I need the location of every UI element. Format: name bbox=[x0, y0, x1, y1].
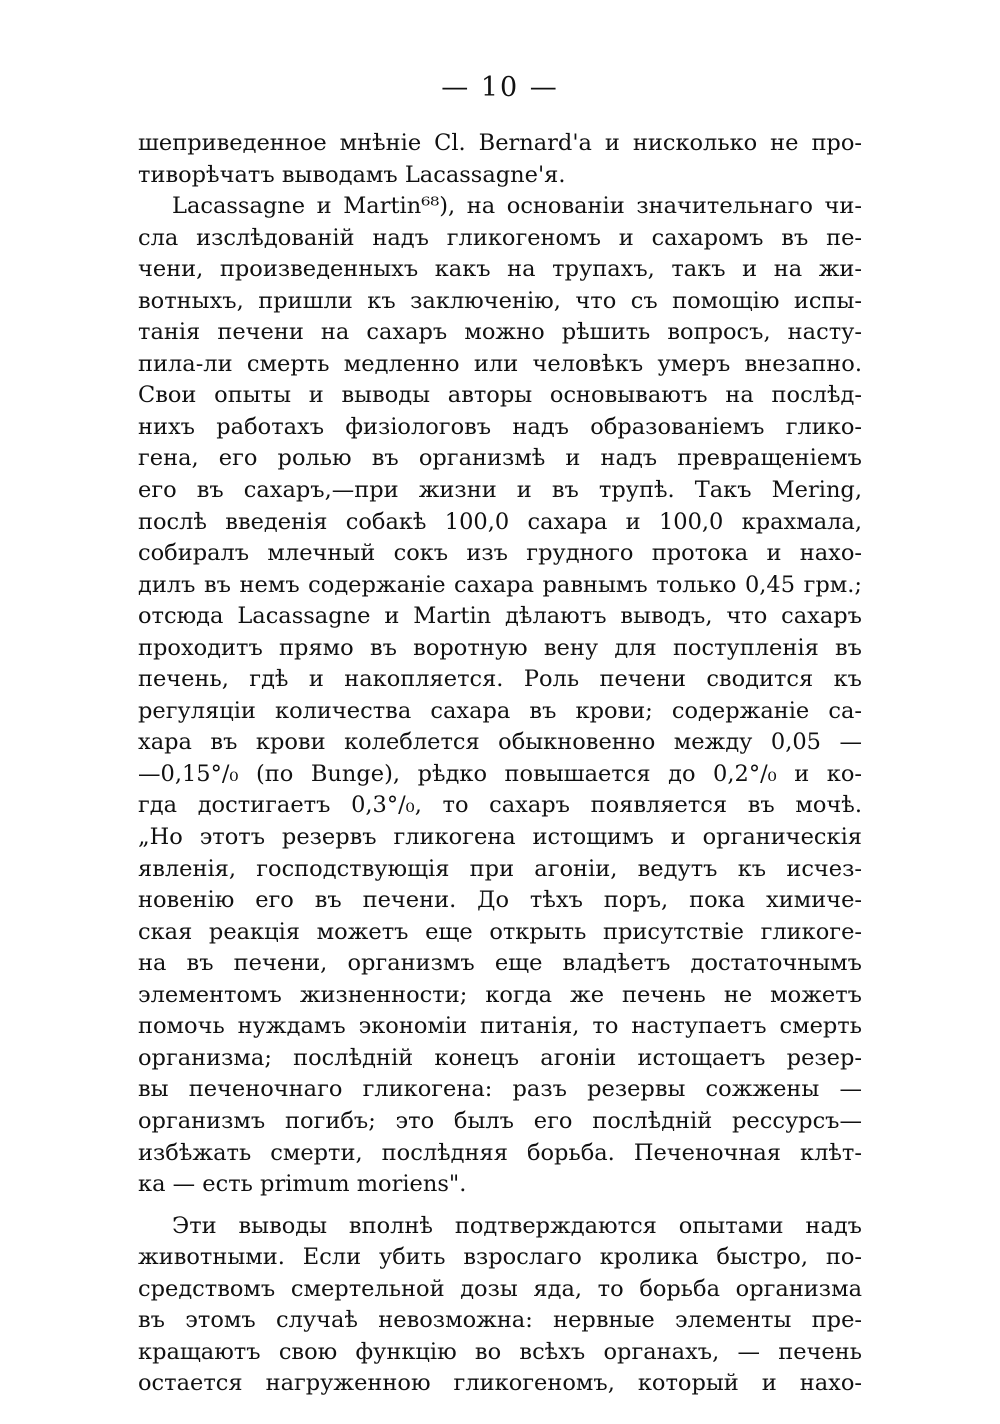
text-line: помочь нуждамъ экономіи питанія, то наступаетъ смерть bbox=[138, 1013, 862, 1040]
text-line: вы печеночнаго гликогена: разъ резервы сожжены — bbox=[138, 1076, 862, 1103]
text-line: нихъ работахъ физіологовъ надъ образованіемъ глико- bbox=[138, 413, 862, 440]
paragraph-3 bbox=[138, 1211, 862, 1400]
text-line: вотныхъ, пришли къ заключенію, что съ помощію испы- bbox=[138, 287, 862, 314]
text-line: гена, его ролью въ организмѣ и надъ превращеніемъ bbox=[138, 445, 862, 472]
text-line: проходитъ прямо въ воротную вену для поступленія въ bbox=[138, 634, 862, 661]
text-line: организмъ погибъ; это былъ его послѣдній рессурсъ— bbox=[138, 1107, 862, 1134]
text-line: животными. Если убить взрослаго кролика быстро, по- bbox=[138, 1244, 862, 1271]
text-line: —0,15°/₀ (по Bunge), рѣдко повышается до 0,2°/₀ и ко- bbox=[138, 760, 862, 787]
text-line: гда достигаетъ 0,3°/₀, то сахаръ появляется въ мочѣ. bbox=[138, 792, 862, 819]
text-line: шеприведенное мнѣніе Cl. Bernard'а и нисколько не про- bbox=[138, 130, 862, 156]
text-line: танія печени на сахаръ можно рѣшить вопросъ, насту- bbox=[138, 319, 862, 346]
body-text bbox=[138, 128, 862, 1400]
text-line: Свои опыты и выводы авторы основываютъ на послѣд- bbox=[138, 382, 862, 409]
page-number: — 10 — bbox=[441, 72, 559, 103]
text-line: собиралъ млечный сокъ изъ грудного протока и нахо- bbox=[138, 540, 862, 567]
text-line: кращаютъ свою функцію во всѣхъ органахъ, — печень bbox=[138, 1338, 862, 1365]
text-line: пила-ли смерть медленно или человѣкъ умеръ внезапно. bbox=[138, 350, 862, 377]
text-line: хара въ крови колеблется обыкновенно между 0,05 — bbox=[138, 729, 862, 756]
text-line: на въ печени, организмъ еще владѣетъ достаточнымъ bbox=[138, 950, 862, 977]
text-line: сла изслѣдованій надъ гликогеномъ и сахаромъ въ пе- bbox=[138, 224, 862, 251]
text-line: его въ сахаръ,—при жизни и въ трупѣ. Такъ Mering, bbox=[138, 477, 862, 504]
text-line: въ этомъ случаѣ невозможна: нервные элементы пре- bbox=[138, 1307, 862, 1334]
text-line: послѣ введенія собакѣ 100,0 сахара и 100,0 крахмала, bbox=[138, 508, 862, 535]
text-line: избѣжать смерти, послѣдняя борьба. Печеночная клѣт- bbox=[138, 1139, 862, 1166]
text-line: организма; послѣдній конецъ агоніи истощаетъ резер- bbox=[138, 1044, 862, 1071]
text-line: элементомъ жизненности; когда же печень не можетъ bbox=[138, 981, 862, 1008]
text-line: ская реакція можетъ еще открыть присутствіе гликоге- bbox=[138, 918, 862, 945]
text-line: „Но этотъ резервъ гликогена истощимъ и органическія bbox=[138, 824, 862, 851]
text-line: новенію его въ печени. До тѣхъ поръ, пока химиче- bbox=[138, 887, 862, 914]
text-line: явленія, господствующія при агоніи, ведутъ къ исчез- bbox=[138, 855, 862, 882]
text-line: ка — есть primum moriens". bbox=[138, 1171, 467, 1198]
text-line: Эти выводы вполнѣ подтверждаются опытами надъ bbox=[172, 1212, 862, 1239]
paragraph-1 bbox=[138, 128, 862, 191]
text-line: остается нагруженною гликогеномъ, который и нахо- bbox=[138, 1370, 862, 1397]
text-line: регуляціи количества сахара въ крови; содержаніе са- bbox=[138, 697, 862, 724]
text-line: печень, гдѣ и накопляется. Роль печени сводится къ bbox=[138, 666, 862, 693]
paragraph-gap bbox=[138, 1201, 862, 1211]
text-line: Lacassagne и Martin⁶⁸), на основаніи значительнаго чи- bbox=[172, 193, 862, 220]
text-line: средствомъ смертельной дозы яда, то борьба организма bbox=[138, 1275, 862, 1302]
text-line: отсюда Lacassagne и Martin дѣлаютъ выводъ, что сахаръ bbox=[138, 603, 862, 630]
text-line: тиворѣчатъ выводамъ Lacassagne'я. bbox=[138, 161, 566, 188]
text-line: дилъ въ немъ содержаніе сахара равнымъ только 0,45 грм.; bbox=[138, 571, 862, 598]
text-line: чени, произведенныхъ какъ на трупахъ, такъ и на жи- bbox=[138, 256, 862, 283]
paragraph-2 bbox=[138, 191, 862, 1201]
